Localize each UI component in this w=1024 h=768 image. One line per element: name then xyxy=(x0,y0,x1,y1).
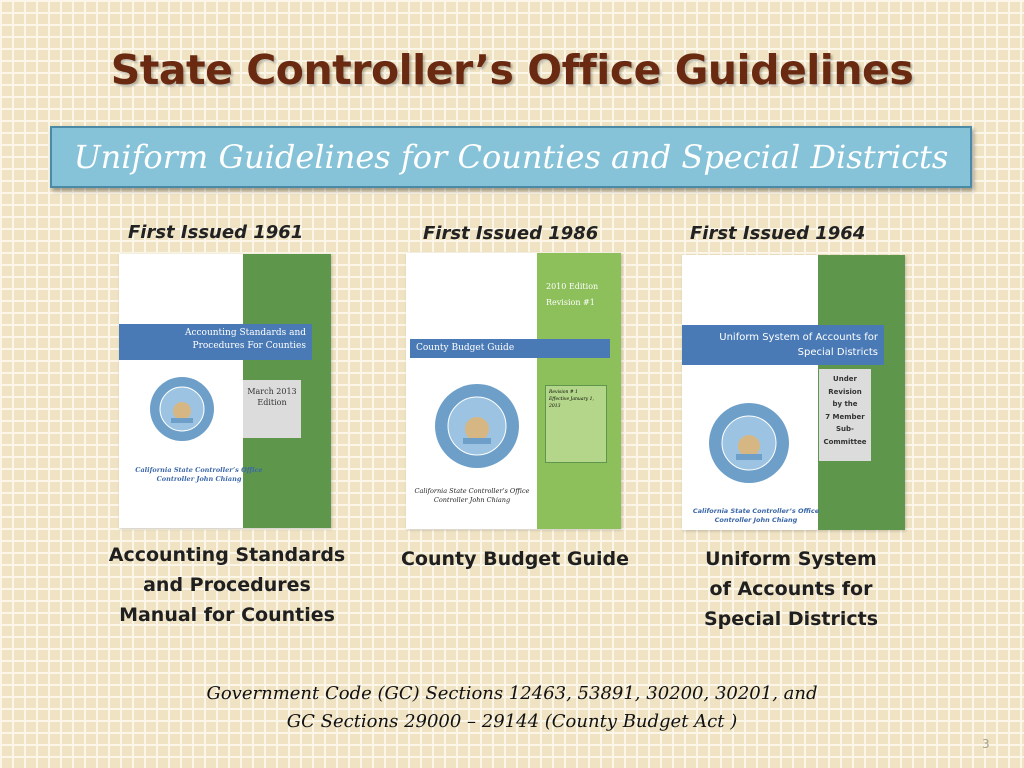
cover-gray-line: Sub- xyxy=(836,425,854,433)
book-cover-county-budget-guide xyxy=(406,253,621,529)
subtitle-text: Uniform Guidelines for Counties and Special Districts xyxy=(73,138,949,176)
issued-label-2: First Issued 1986 xyxy=(423,223,599,244)
state-seal-icon xyxy=(434,383,520,469)
book-label-3 xyxy=(672,544,910,634)
book-label-line: and Procedures xyxy=(143,574,311,596)
issued-label-1: First Issued 1961 xyxy=(128,222,304,243)
cover-revision-box xyxy=(819,369,871,461)
cover-footer xyxy=(129,466,269,484)
cover-edition-text xyxy=(546,279,598,311)
cover-footer-line1: California State Controller’s Office xyxy=(135,466,263,474)
book-label-2 xyxy=(390,544,640,574)
cover-note-line2: Effective January 1, 2013 xyxy=(549,397,594,409)
cover-edition-box xyxy=(243,380,301,438)
cover-banner-line1: County Budget Guide xyxy=(416,343,515,353)
cover-banner-line1: Uniform System of Accounts for xyxy=(719,332,878,343)
book-label-1 xyxy=(96,540,358,630)
cover-edition-line1: 2010 Edition xyxy=(546,282,599,291)
cover-footer-line1: California State Controller’s Office xyxy=(414,487,530,495)
book-label-line: Manual for Counties xyxy=(119,604,335,626)
cover-footer xyxy=(412,487,532,505)
book-cover-uniform-system xyxy=(682,255,905,530)
cover-edition-line1: March 2013 xyxy=(247,387,297,396)
footnote-line1: Government Code (GC) Sections 12463, 53891, 30200, 30201, and xyxy=(206,683,818,704)
book-label-line: of Accounts for xyxy=(709,578,873,600)
cover-title-banner xyxy=(410,339,610,358)
cover-footer xyxy=(686,507,826,525)
cover-gray-line: Revision xyxy=(828,387,862,396)
cover-gray-line: Committee xyxy=(823,437,867,446)
cover-edition-line2: Edition xyxy=(257,398,287,407)
slide-title: State Controller’s Office Guidelines xyxy=(110,46,914,94)
footnote-line2: GC Sections 29000 – 29144 (County Budget Act ) xyxy=(286,711,738,732)
book-cover-accounting-standards xyxy=(119,254,331,528)
cover-revision-box xyxy=(545,385,607,463)
issued-label-3: First Issued 1964 xyxy=(690,223,866,244)
cover-edition-line2: Revision #1 xyxy=(546,298,595,307)
cover-banner-line2: Procedures For Counties xyxy=(192,341,306,351)
cover-footer-line2: Controller John Chiang xyxy=(714,516,798,524)
subtitle-banner xyxy=(50,126,972,188)
state-seal-icon xyxy=(149,376,215,442)
book-label-line: Uniform System xyxy=(705,548,877,570)
cover-gray-line: Under xyxy=(833,375,857,383)
book-label-line: County Budget Guide xyxy=(400,548,630,570)
cover-title-banner xyxy=(682,325,884,365)
state-seal-icon xyxy=(708,402,790,484)
cover-gray-line: 7 Member xyxy=(825,412,865,421)
cover-footer-line1: California State Controller’s Office xyxy=(692,507,820,515)
cover-footer-line2: Controller John Chiang xyxy=(156,475,242,483)
cover-note-line1: Revision # 1 xyxy=(549,390,578,395)
cover-title-banner xyxy=(119,324,312,360)
book-label-line: Special Districts xyxy=(703,608,879,630)
cover-banner-line2: Special Districts xyxy=(797,347,878,358)
cover-footer-line2: Controller John Chiang xyxy=(433,496,511,504)
cover-gray-line: by the xyxy=(832,400,858,408)
book-label-line: Accounting Standards xyxy=(108,544,346,566)
page-number: 3 xyxy=(982,737,990,751)
cover-banner-line1: Accounting Standards and xyxy=(184,328,306,338)
